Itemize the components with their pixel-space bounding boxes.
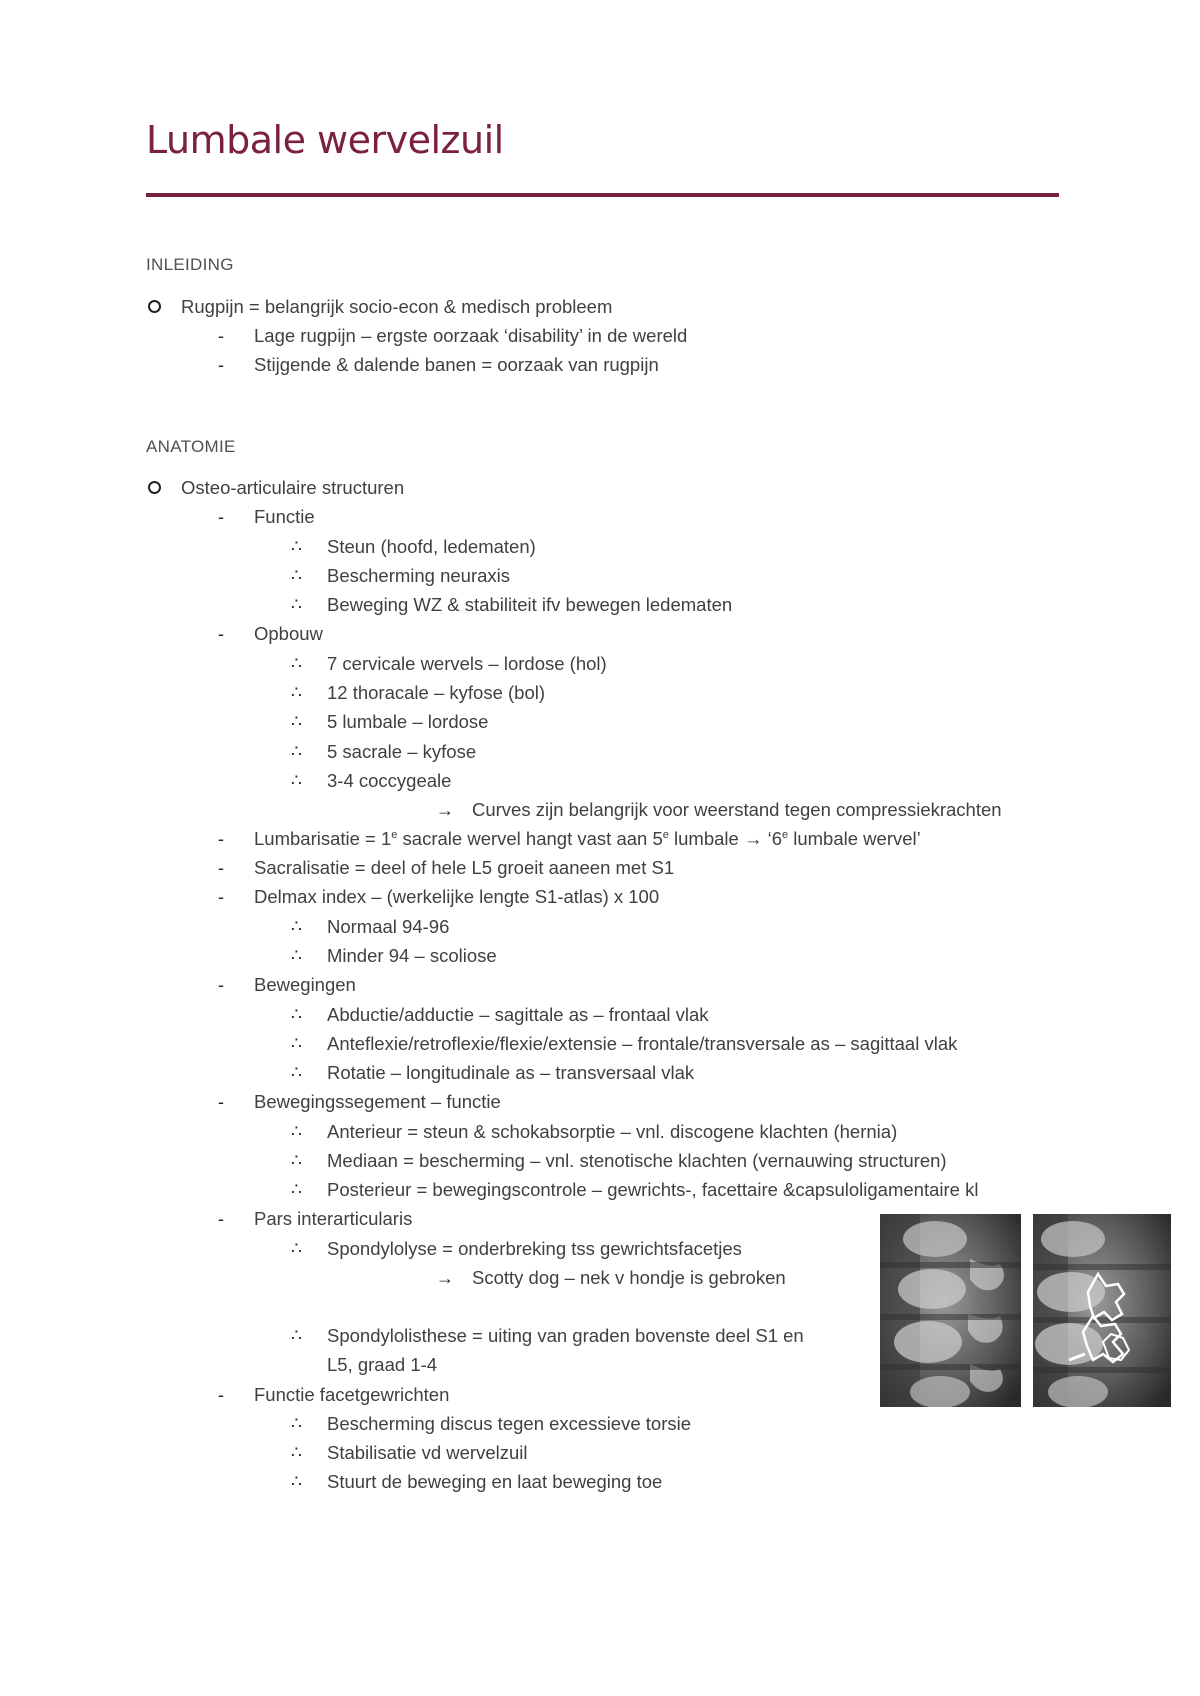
list-item: Rotatie – longitudinale as – transversaal vlak xyxy=(327,1062,695,1083)
therefore-bullet: ∴ xyxy=(291,1122,303,1141)
list-item: 7 cervicale wervels – lordose (hol) xyxy=(327,653,607,674)
list-item: 5 lumbale – lordose xyxy=(327,711,489,732)
section-heading-inleiding: INLEIDING xyxy=(146,255,234,274)
list-item: 5 sacrale – kyfose xyxy=(327,741,477,762)
arrow-icon: → xyxy=(436,1268,454,1288)
list-item: Sacralisatie = deel of hele L5 groeit aaneen met S1 xyxy=(254,857,675,878)
list-item: Posterieur = bewegingscontrole – gewrichts-, facettaire &capsuloligamentaire kl xyxy=(327,1179,979,1200)
note-text: Scotty dog – nek v hondje is gebroken xyxy=(472,1267,786,1288)
dash-bullet: - xyxy=(218,355,224,375)
therefore-bullet: ∴ xyxy=(291,1063,303,1082)
list-item: 3-4 coccygeale xyxy=(327,770,452,791)
therefore-bullet: ∴ xyxy=(291,1151,303,1170)
list-item: Spondylolisthese = uiting van graden bovenste deel S1 en xyxy=(327,1325,804,1346)
therefore-bullet: ∴ xyxy=(291,1443,303,1462)
therefore-bullet: ∴ xyxy=(291,654,303,673)
dash-bullet: - xyxy=(218,1385,224,1405)
dash-bullet: - xyxy=(218,1092,224,1112)
list-item: Spondylolyse = onderbreking tss gewrichtsfacetjes xyxy=(327,1238,742,1259)
circle-bullet-icon xyxy=(148,481,161,494)
list-item: Functie xyxy=(254,506,315,527)
list-item: Pars interarticularis xyxy=(254,1208,413,1229)
list-item: Anterieur = steun & schokabsorptie – vnl. discogene klachten (hernia) xyxy=(327,1121,898,1142)
list-item: Anteflexie/retroflexie/flexie/extensie – frontale/transversale as – sagittaal vlak xyxy=(327,1033,958,1054)
list-item: Functie facetgewrichten xyxy=(254,1384,450,1405)
therefore-bullet: ∴ xyxy=(291,566,303,585)
list-item: Minder 94 – scoliose xyxy=(327,945,497,966)
therefore-bullet: ∴ xyxy=(291,1414,303,1433)
text-part: Lumbarisatie = 1 xyxy=(254,828,392,849)
therefore-bullet: ∴ xyxy=(291,712,303,731)
therefore-bullet: ∴ xyxy=(291,537,303,556)
therefore-bullet: ∴ xyxy=(291,1180,303,1199)
dash-bullet: - xyxy=(218,507,224,527)
page-title: Lumbale wervelzuil xyxy=(146,118,504,162)
therefore-bullet: ∴ xyxy=(291,595,303,614)
section-heading-anatomie: ANATOMIE xyxy=(146,437,236,456)
list-item xyxy=(254,828,921,850)
list-item: Bewegingssegement – functie xyxy=(254,1091,501,1112)
xray-image-spine xyxy=(880,1214,1021,1407)
therefore-bullet: ∴ xyxy=(291,771,303,790)
list-item: Mediaan = bescherming – vnl. stenotische klachten (vernauwing structuren) xyxy=(327,1150,947,1171)
superscript: e xyxy=(391,828,398,841)
list-item: Opbouw xyxy=(254,623,323,644)
superscript: e xyxy=(662,828,669,841)
arrow-icon: → xyxy=(436,800,454,820)
list-item: Rugpijn = belangrijk socio-econ & medisch probleem xyxy=(181,296,613,317)
circle-bullet-icon xyxy=(148,300,161,313)
therefore-bullet: ∴ xyxy=(291,683,303,702)
therefore-bullet: ∴ xyxy=(291,1326,303,1345)
list-item: Bescherming neuraxis xyxy=(327,565,511,586)
therefore-bullet: ∴ xyxy=(291,1239,303,1258)
title-rule xyxy=(146,193,1059,197)
list-item: Bescherming discus tegen excessieve torsie xyxy=(327,1413,692,1434)
superscript: e xyxy=(781,828,789,841)
dash-bullet: - xyxy=(218,326,224,346)
list-item: 12 thoracale – kyfose (bol) xyxy=(327,682,546,703)
xray-image-scotty-dog xyxy=(1033,1214,1171,1407)
list-item-continuation: L5, graad 1-4 xyxy=(327,1354,438,1375)
therefore-bullet: ∴ xyxy=(291,1005,303,1024)
therefore-bullet: ∴ xyxy=(291,1034,303,1053)
list-item: Stuurt de beweging en laat beweging toe xyxy=(327,1471,663,1492)
dash-bullet: - xyxy=(218,829,224,849)
dash-bullet: - xyxy=(218,624,224,644)
list-item: Abductie/adductie – sagittale as – frontaal vlak xyxy=(327,1004,709,1025)
list-item: Bewegingen xyxy=(254,974,356,995)
list-item: Osteo-articulaire structuren xyxy=(181,477,405,498)
therefore-bullet: ∴ xyxy=(291,917,303,936)
dash-bullet: - xyxy=(218,975,224,995)
list-item: Steun (hoofd, ledematen) xyxy=(327,536,536,557)
list-item: Normaal 94-96 xyxy=(327,916,450,937)
text-part: lumbale wervel’ xyxy=(788,828,921,849)
dash-bullet: - xyxy=(218,858,224,878)
list-item: Delmax index – (werkelijke lengte S1-atlas) x 100 xyxy=(254,886,660,907)
dash-bullet: - xyxy=(218,887,224,907)
note-text: Curves zijn belangrijk voor weerstand tegen compressiekrachten xyxy=(472,799,1002,820)
list-item: Stijgende & dalende banen = oorzaak van rugpijn xyxy=(254,354,659,375)
therefore-bullet: ∴ xyxy=(291,946,303,965)
list-item: Stabilisatie vd wervelzuil xyxy=(327,1442,528,1463)
list-item: Lage rugpijn – ergste oorzaak ‘disability’ in de wereld xyxy=(254,325,688,346)
dash-bullet: - xyxy=(218,1209,224,1229)
therefore-bullet: ∴ xyxy=(291,1472,303,1491)
text-part: sacrale wervel hangt vast aan 5 xyxy=(397,828,663,849)
text-part: lumbale → ‘6 xyxy=(668,828,782,849)
therefore-bullet: ∴ xyxy=(291,742,303,761)
list-item: Beweging WZ & stabiliteit ifv bewegen ledematen xyxy=(327,594,733,615)
